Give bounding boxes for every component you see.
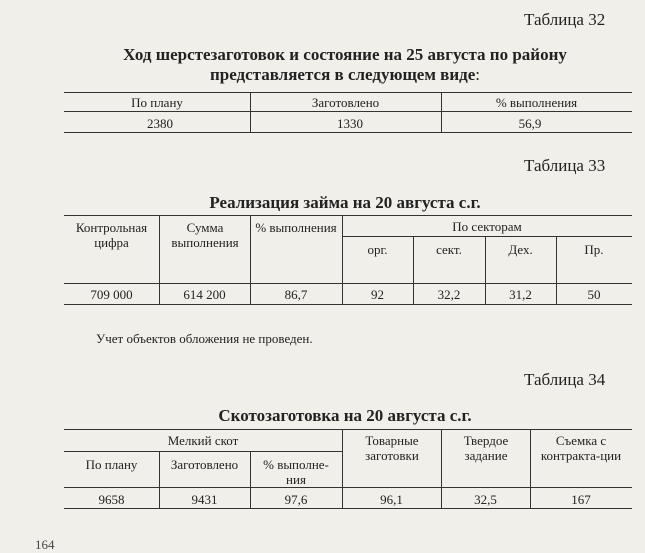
table-34-header-procured: Заготовлено: [170, 457, 239, 472]
table-34-value-procured: 9431: [191, 492, 218, 507]
table-33-value-org: 92: [371, 287, 384, 302]
table-34-header-pct: % выполне-ния: [263, 457, 329, 487]
table-33-header-sum: Сумма выполнения: [171, 220, 239, 250]
table-34-header-rule: [64, 487, 632, 488]
table-34-label: Таблица 34: [524, 370, 606, 389]
table-33-sector-rule: [342, 236, 632, 237]
table-32-title-line1: Ход шерстезаготовок и состояние на 25 августа по району: [123, 45, 567, 64]
table-32-header-plan: По плану: [131, 95, 183, 110]
table-33-header-by-sectors: По секторам: [452, 219, 522, 234]
table-34-value-pct: 97,6: [284, 492, 308, 507]
table-34-header-small-cattle: Мелкий скот: [167, 433, 239, 448]
table-33-label: Таблица 33: [524, 156, 606, 175]
table-33-header-rule: [64, 283, 632, 284]
table-34-top-rule: [64, 429, 632, 430]
table-34-header-commodity: Товарные заготовки: [365, 433, 419, 463]
page-number: 164: [35, 537, 55, 552]
table-34-value-removal: 167: [571, 492, 591, 507]
table-32-value-plan: 2380: [147, 116, 173, 131]
table-33-header-sector-sekt: сект.: [436, 242, 462, 257]
table-34-value-plan: 9658: [98, 492, 125, 507]
table-33-value-sum: 614 200: [183, 287, 226, 302]
table-32-value-pct: 56,9: [518, 116, 542, 131]
table-33-value-control: 709 000: [90, 287, 133, 302]
table-32-title-line2: представляется в следующем виде: [209, 65, 476, 84]
table-33-header-sector-dekh: Дех.: [508, 242, 533, 257]
table-34-header-removal: Съемка с контракта-ции: [540, 433, 622, 463]
table-33-header-pct: % выполнения: [255, 220, 337, 235]
table-34-title: Скотозаготовка на 20 августа с.г.: [218, 406, 472, 425]
table-33-title: Реализация займа на 20 августа с.г.: [209, 193, 481, 212]
table-32-bottom-rule: [64, 132, 632, 133]
table-34-small-cattle-rule: [64, 451, 342, 452]
table-32-header-procured: Заготовлено: [311, 95, 380, 110]
table-33-value-dekh: 31,2: [509, 287, 532, 302]
table-34-value-fixed: 32,5: [474, 492, 497, 507]
table-33-header-sector-pr: Пр.: [584, 242, 604, 257]
note-text: Учет объектов обложения не проведен.: [96, 331, 313, 346]
table-33-top-rule: [64, 215, 632, 216]
table-34-bottom-rule: [64, 508, 632, 509]
table-33-header-control: Контрольная цифра: [75, 220, 148, 250]
table-34-header-plan: По плану: [85, 457, 138, 472]
table-32-title-colon: :: [475, 65, 481, 84]
table-32-header-pct: % выполнения: [495, 95, 578, 110]
table-32-header-rule: [64, 111, 632, 112]
table-32-value-procured: 1330: [337, 116, 363, 131]
table-33-header-sector-org: орг.: [367, 242, 388, 257]
table-33-value-pct: 86,7: [284, 287, 308, 302]
table-32-top-rule: [64, 92, 632, 93]
table-32-label: Таблица 32: [524, 10, 606, 29]
table-34-header-fixed: Твердое задание: [463, 433, 509, 463]
table-33-value-pr: 50: [587, 287, 601, 302]
table-32-title: [60, 45, 630, 85]
table-34-value-commodity: 96,1: [380, 492, 403, 507]
table-33-value-sekt: 32,2: [437, 287, 461, 302]
table-33-bottom-rule: [64, 304, 632, 305]
